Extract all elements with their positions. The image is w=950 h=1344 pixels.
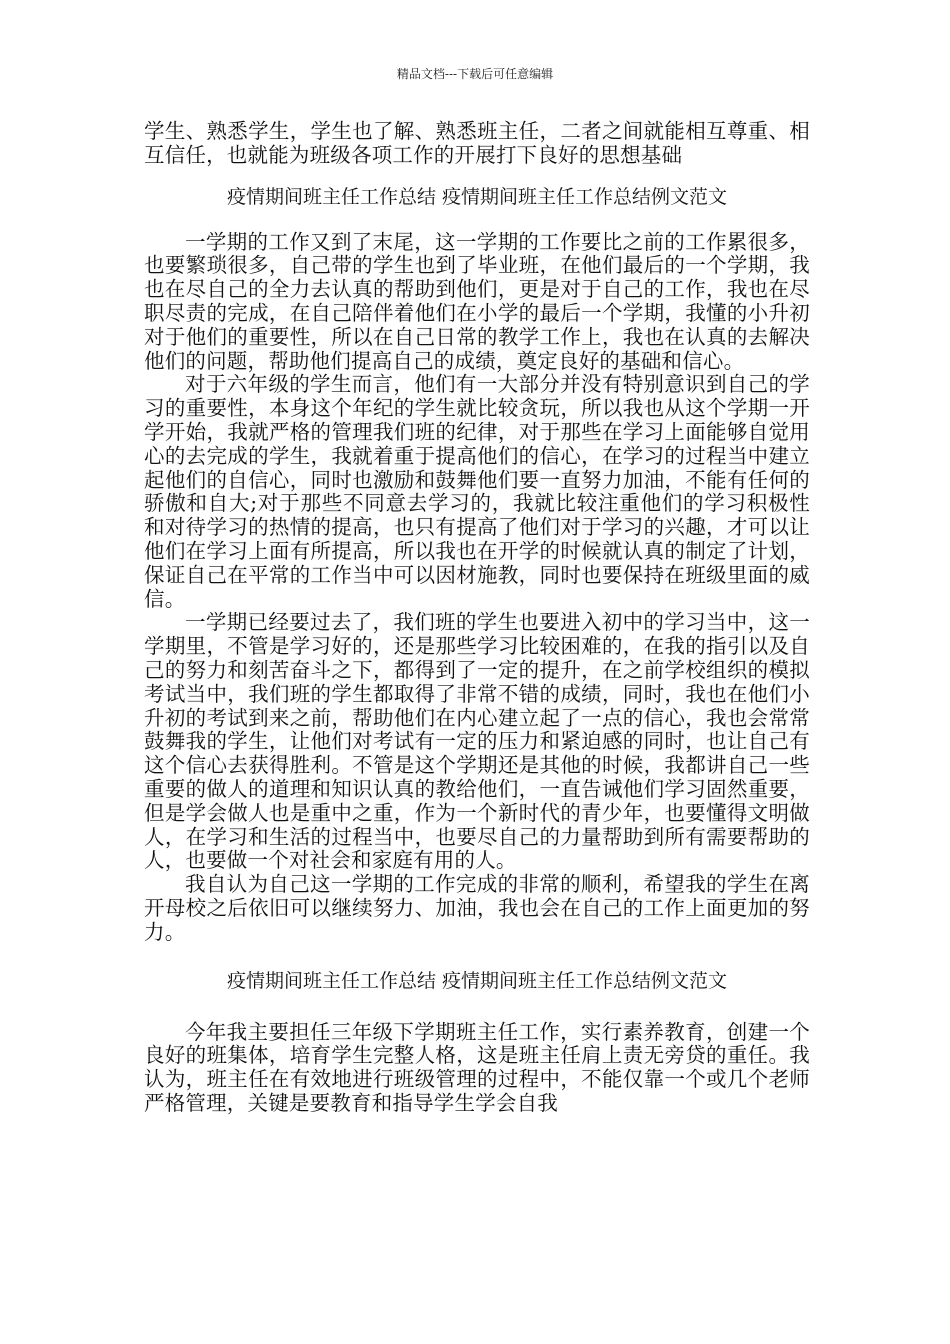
page-header: 精品文档---下载后可任意编辑	[396, 67, 554, 81]
document-body	[144, 120, 810, 1116]
body-paragraph: 今年我主要担任三年级下学期班主任工作，实行素养教育，创建一个良好的班集体，培育学生完整人格，这是班主任肩上责无旁贷的重任。我认为，班主任在有效地进行班级管理的过程中，不能仅靠一个或几个老师严格管理，关键是要教育和指导学生学会自我	[144, 1019, 810, 1115]
body-paragraph: 一学期已经要过去了，我们班的学生也要进入初中的学习当中，这一学期里，不管是学习好的，还是那些学习比较困难的，在我的指引以及自己的努力和刻苦奋斗之下，都得到了一定的提升，在之前学校组织的模拟考试当中，我们班的学生都取得了非常不错的成绩，同时，我也在他们小升初的考试到来之前，帮助他们在内心建立起了一点的信心，我也会常常鼓舞我的学生，让他们对考试有一定的压力和紧迫感的同时，也让自己有这个信心去获得胜利。不管是这个学期还是其他的时候，我都讲自己一些重要的做人的道理和知识认真的教给他们，一直告诫他们学习固然重要，但是学会做人也是重中之重，作为一个新时代的青少年，也要懂得文明做人，在学习和生活的过程当中，也要尽自己的力量帮助到所有需要帮助的人，也要做一个对社会和家庭有用的人。	[144, 610, 810, 873]
section-title: 疫情期间班主任工作总结 疫情期间班主任工作总结例文范文	[226, 969, 728, 992]
body-paragraph: 我自认为自己这一学期的工作完成的非常的顺利，希望我的学生在离开母校之后依旧可以继续努力、加油，我也会在自己的工作上面更加的努力。	[144, 872, 810, 944]
body-paragraph: 对于六年级的学生而言，他们有一大部分并没有特别意识到自己的学习的重要性，本身这个年纪的学生就比较贪玩，所以我也从这个学期一开学开始，我就严格的管理我们班的纪律，对于那些在学习上面能够自觉用心的去完成的学生，我就着重于提高他们的信心，在学习的过程当中建立起他们的自信心，同时也激励和鼓舞他们要一直努力加油，不能有任何的骄傲和自大;对于那些不同意去学习的，我就比较注重他们的学习积极性和对待学习的热情的提高，也只有提高了他们对于学习的兴趣，才可以让他们在学习上面有所提高，所以我也在开学的时候就认真的制定了计划，保证自己在平常的工作当中可以因材施教，同时也要保持在班级里面的威信。	[144, 372, 810, 611]
section-title: 疫情期间班主任工作总结 疫情期间班主任工作总结例文范文	[226, 185, 728, 208]
body-paragraph: 一学期的工作又到了末尾，这一学期的工作要比之前的工作累很多，也要繁琐很多，自己带的学生也到了毕业班，在他们最后的一个学期，我也在尽自己的全力去认真的帮助到他们，更是对于自己的工作，我也在尽职尽责的完成，在自己陪伴着他们在小学的最后一个学期，我懂的小升初对于他们的重要性，所以在自己日常的教学工作上，我也在认真的去解决他们的问题，帮助他们提高自己的成绩，奠定良好的基础和信心。	[144, 229, 810, 373]
intro-paragraph: 学生、熟悉学生，学生也了解、熟悉班主任，二者之间就能相互尊重、相互信任，也就能为班级各项工作的开展打下良好的思想基础	[144, 119, 810, 167]
